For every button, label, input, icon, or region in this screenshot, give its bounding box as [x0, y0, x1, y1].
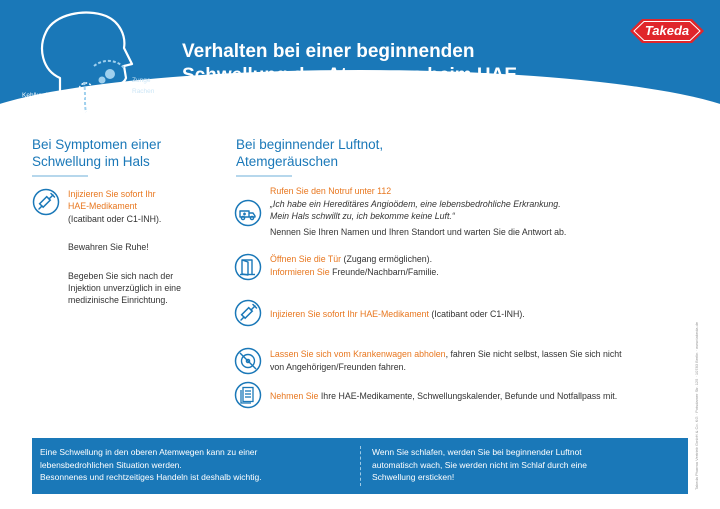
side-imprint [694, 300, 704, 490]
right-heading-line-2: Atemgeräuschen [236, 154, 339, 169]
item3-line [270, 308, 525, 320]
syringe-icon [234, 299, 262, 327]
footer-right [372, 446, 672, 484]
item1-rest: Nennen Sie Ihren Namen und Ihren Standort und warten Sie die Antwort ab. [270, 227, 567, 237]
footer-left [40, 446, 350, 484]
item3-highlight: Injizieren Sie sofort Ihr HAE-Medikament [270, 309, 429, 319]
ambulance-call-icon [234, 199, 262, 227]
item1-quote-line-2: Mein Hals schwillt zu, ich bekomme keine Luft.“ [270, 211, 455, 221]
item4-rest1: , fahren Sie nicht selbst, lassen Sie sich nicht [445, 349, 622, 359]
item5-highlight: Nehmen Sie [270, 391, 319, 401]
left-heading-underline [32, 175, 88, 177]
logo-text: Takeda [644, 23, 690, 38]
left-step3 [68, 270, 181, 306]
label-zunge: Zunge [132, 77, 151, 84]
label-luftroehre: Luftröhre [22, 101, 49, 108]
item1-quote [270, 198, 561, 222]
left-step1-highlight-line-1: Injizieren Sie sofort Ihr [68, 189, 156, 199]
item5-line [270, 390, 617, 402]
page-title [182, 40, 517, 88]
footer-right-line-2: automatisch wach, Sie werden nicht im Schlaf durch eine [372, 459, 587, 470]
left-heading-line-2: Schwellung im Hals [32, 154, 150, 169]
item2-highlight2: Informieren Sie [270, 267, 330, 277]
title-line-1: Verhalten bei einer beginnenden [182, 41, 475, 62]
item4-highlight: Lassen Sie sich vom Krankenwagen abholen [270, 349, 446, 359]
label-kehlkopf: Kehlkopf [22, 92, 48, 99]
left-step3-line-3: medizinische Einrichtung. [68, 295, 168, 305]
footer-right-line-1: Wenn Sie schlafen, werden Sie bei beginnender Luftnot [372, 447, 582, 457]
right-heading-underline [236, 175, 292, 177]
footer-left-line-1: Eine Schwellung in den oberen Atemwegen kann zu einer [40, 447, 258, 457]
item4-line-1 [270, 348, 622, 360]
item2-line-2 [270, 266, 439, 278]
item3-rest: (Icatibant oder C1-INH). [428, 309, 525, 319]
footer-left-line-3: Besonnenes und rechtzeitiges Handeln ist deshalb wichtig. [40, 472, 262, 482]
left-heading [32, 136, 161, 170]
item2-rest1: (Zugang ermöglichen). [341, 254, 433, 264]
item5-rest: Ihre HAE-Medikamente, Schwellungskalender, Befunde und Notfallpass mit. [318, 391, 618, 401]
item2-highlight1: Öffnen Sie die Tür [270, 254, 342, 264]
right-heading [236, 136, 383, 170]
footer-divider [360, 446, 361, 486]
item4-line-2: von Angehörigen/Freunden fahren. [270, 362, 406, 372]
left-step3-line-2: Injektion unverzüglich in eine [68, 283, 181, 293]
left-step1-rest: (Icatibant oder C1-INH). [68, 214, 162, 224]
header [0, 0, 720, 128]
left-step2: Bewahren Sie Ruhe! [68, 242, 149, 252]
open-door-icon [234, 253, 262, 281]
footer-box [32, 438, 688, 494]
right-heading-line-1: Bei beginnender Luftnot, [236, 137, 384, 152]
footer-left-line-2: lebensbedrohlichen Situation werden. [40, 459, 182, 470]
left-step1-highlight [68, 188, 156, 212]
documents-icon [234, 381, 262, 409]
item2-rest2: Freunde/Nachbarn/Familie. [329, 267, 439, 277]
item2-line-1 [270, 253, 432, 265]
left-heading-line-1: Bei Symptomen einer [32, 137, 162, 152]
left-step1-highlight-line-2: HAE-Medikament [68, 201, 137, 211]
left-step3-line-1: Begeben Sie sich nach der [68, 271, 174, 281]
takeda-logo[interactable] [628, 16, 706, 46]
no-driving-icon [234, 347, 262, 375]
title-line-2: Schwellung der Atemwege beim HAE [182, 65, 518, 86]
footer-right-line-3: Schwellung ersticken! [372, 472, 455, 482]
syringe-icon [32, 188, 60, 216]
item1-quote-line-1: „Ich habe ein Hereditäres Angioödem, eine lebensbedrohliche Erkrankung. [270, 199, 561, 209]
side-imprint-text: Takeda Pharma Vertrieb GmbH & Co. KG · Potsdamer Str. 125 · 10783 Berlin · www.takeda.de [694, 321, 699, 490]
item1-highlight: Rufen Sie den Notruf unter 112 [270, 186, 392, 196]
label-rachen: Rachen [132, 88, 155, 95]
